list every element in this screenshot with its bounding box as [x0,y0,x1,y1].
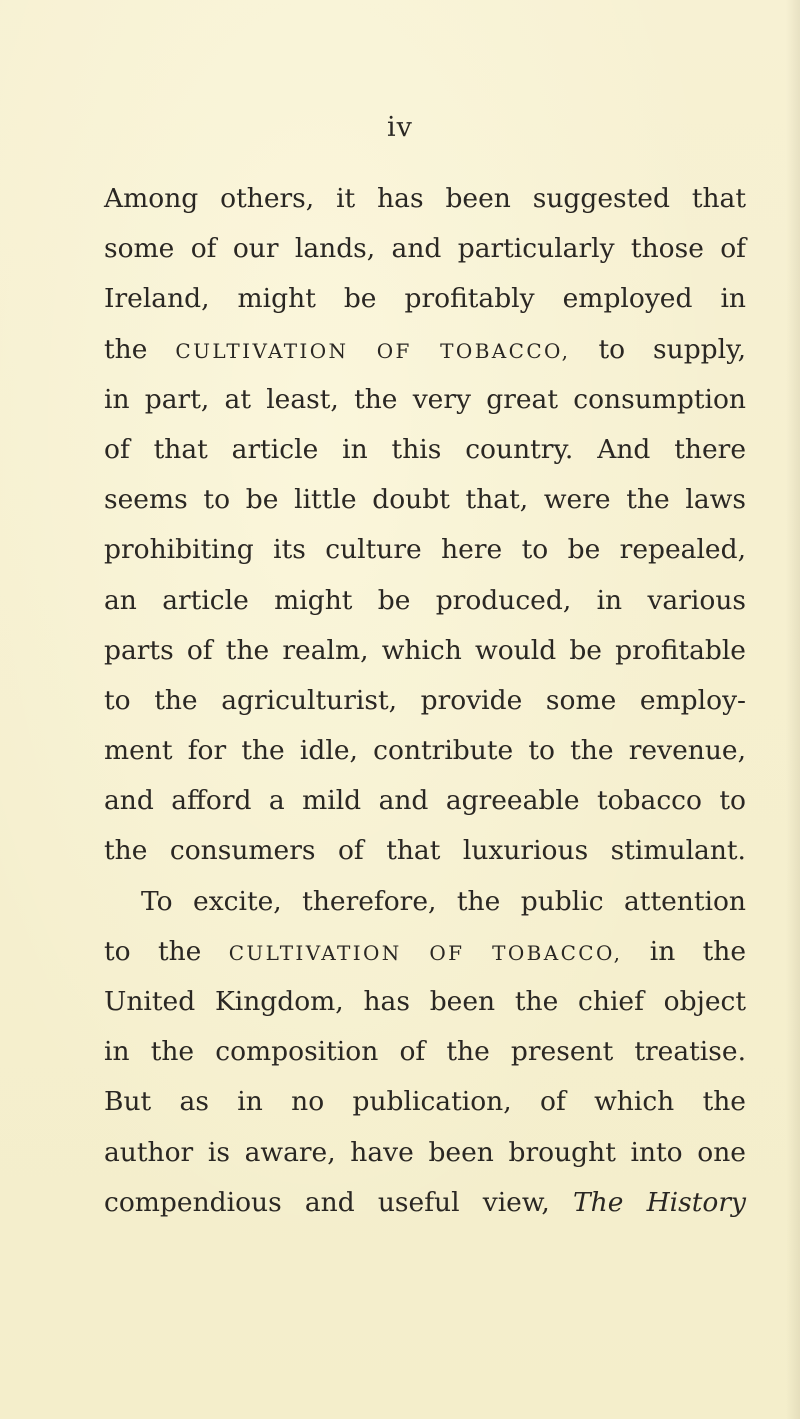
text-line-6: of that article in this country. And there [104,433,746,465]
text-line-21-start: compendious and useful view, [104,1186,573,1218]
text-line-20: author is aware, have been brought into one [104,1136,746,1168]
small-caps-phrase: CULTIVATION OF TOBACCO, [175,338,571,363]
text-line-17: United Kingdom, has been the chief object [104,986,746,1017]
text-line-10: parts of the realm, which would be profitable [104,634,746,666]
text-line-16-start: to the [104,935,229,967]
page-edge-shadow [786,0,800,1419]
text-line-7: seems to be little doubt that, were the laws [104,484,746,516]
text-line-1: Among others, it has been suggested that [104,183,746,214]
text-line-11: to the agriculturist, provide some employ- [104,684,746,716]
text-line-16 [104,927,746,977]
text-line-15: To excite, therefore, the public attention [141,885,746,917]
italic-title: The History [572,1186,747,1218]
text-line-19: But as in no publication, of which the [104,1086,746,1118]
text-line-5: in part, at least, the very great consumption [104,383,746,415]
text-line-21 [104,1178,746,1228]
text-line-16-end: in the [622,935,747,967]
small-caps-phrase: CULTIVATION OF TOBACCO, [228,940,623,965]
text-line-13: and afford a mild and agreeable tobacco to [104,785,746,817]
body-text [104,174,746,1228]
text-line-4 [104,325,746,375]
text-line-14: the consumers of that luxurious stimulant. [104,835,746,867]
text-line-12: ment for the idle, contribute to the revenue, [104,735,746,767]
text-line-18: in the composition of the present treatise. [104,1036,746,1068]
text-line-8: prohibiting its culture here to be repealed, [104,534,746,566]
page-number: iv [387,112,413,143]
text-line-3: Ireland, might be profitably employed in [104,283,746,315]
text-line-4-start: the [104,333,176,365]
text-line-9: an article might be produced, in various [104,584,746,616]
text-line-2: some of our lands, and particularly those of [104,233,746,265]
text-line-4-end: to supply, [570,333,746,365]
